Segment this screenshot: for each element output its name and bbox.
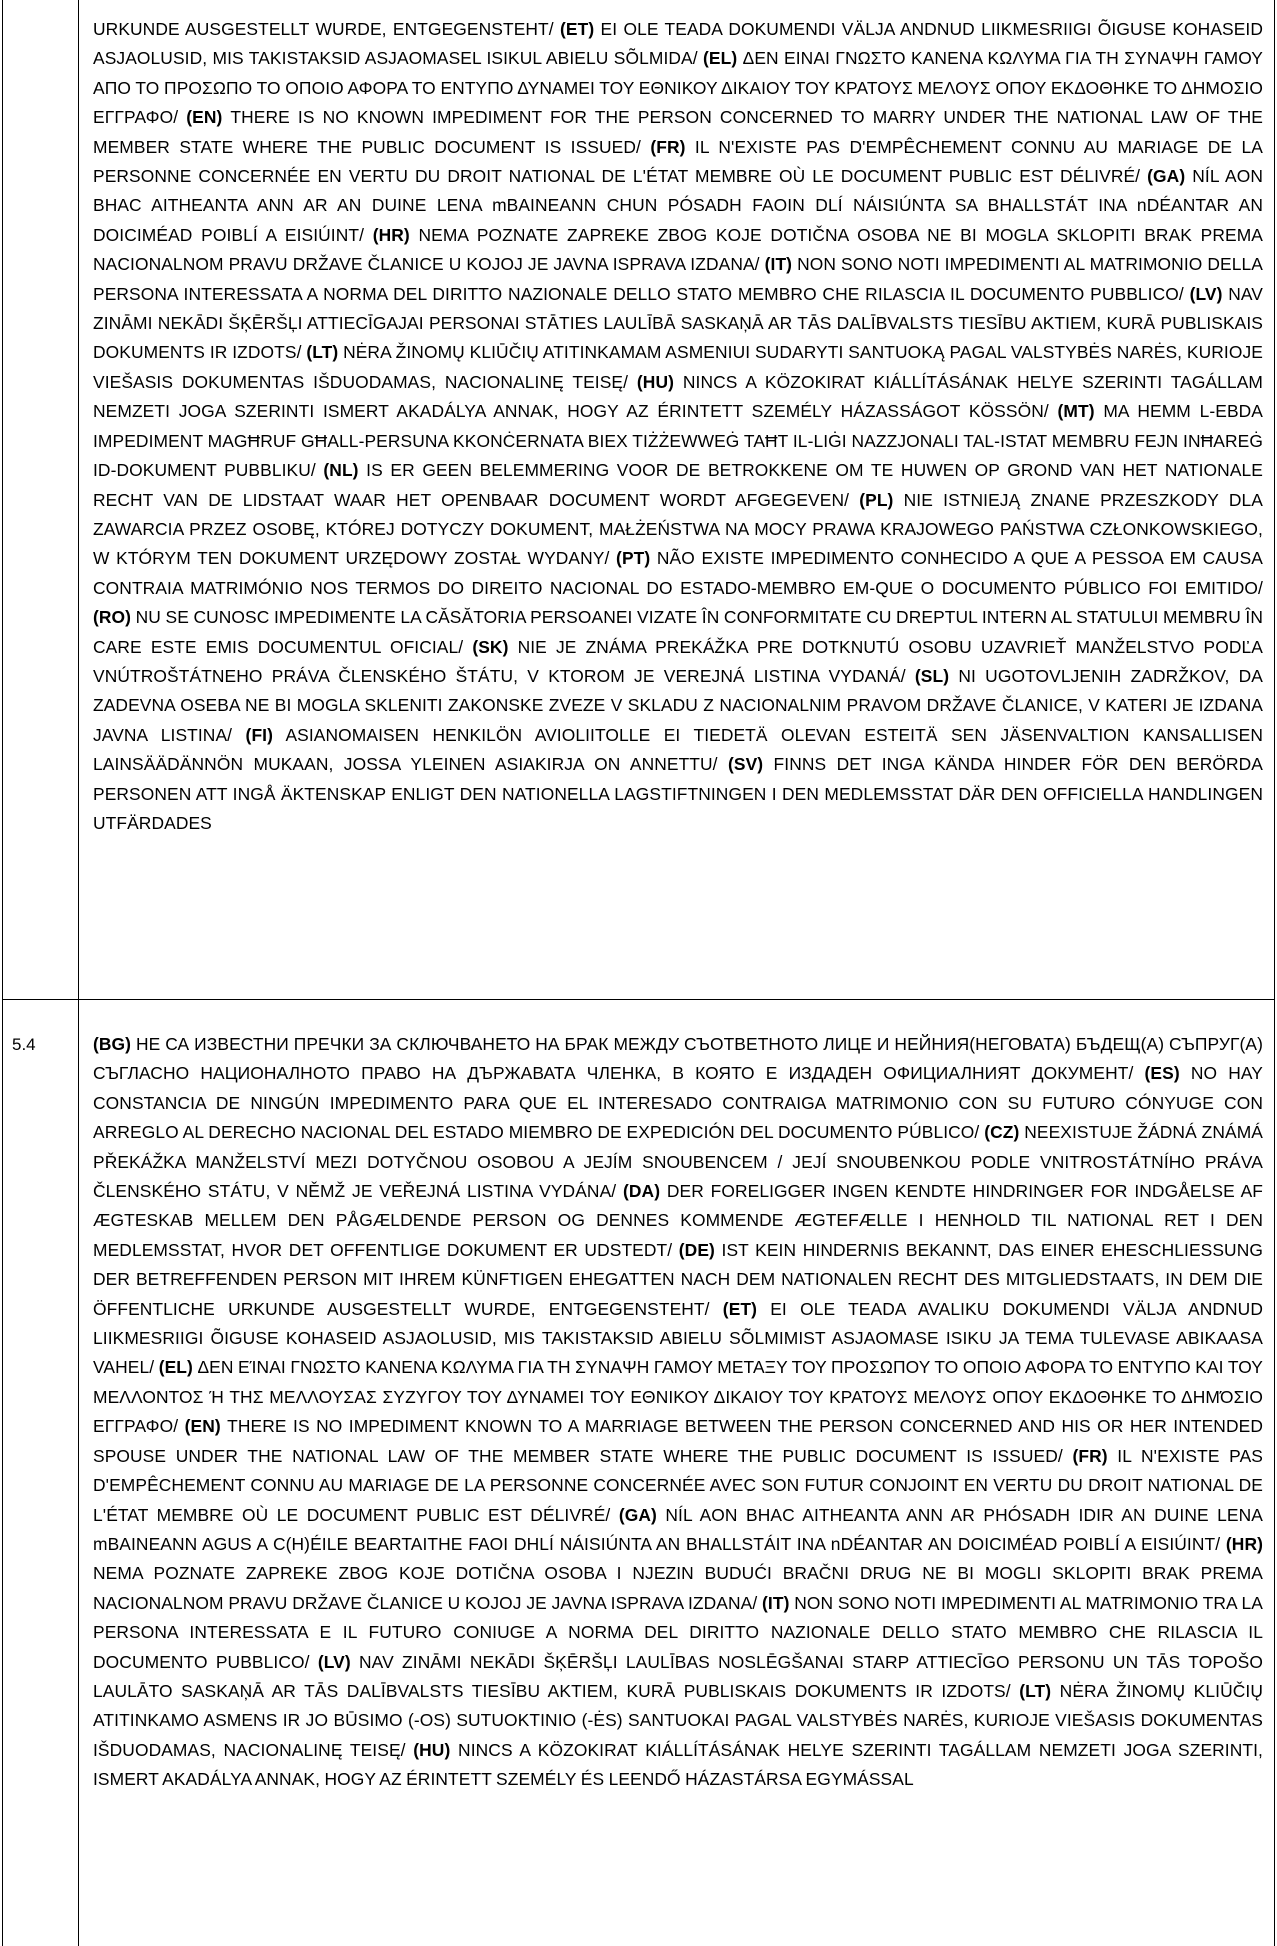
number-cell: [3, 1000, 79, 1946]
clause-text: NO HAY CONSTANCIA DE NINGÚN IMPEDIMENTO PARA QUE EL INTERESADO CONTRAIGA MATRIMONIO CON SU FUTURO CÓNYUGE CON ARREGLO AL DERECHO NACIONAL DEL ESTADO MIEMBRO DE EXPEDICIÓN DEL DOCUMENTO PÚBLICO/: [93, 1063, 1263, 1143]
clause-text: NÍL AON BHAC AITHEANTA ANN AR AN DUINE LENA mBAINEANN CHUN PÓSADH FAOIN DLÍ NÁISIÚNTA SA BHALLSTÁT INA nDÉANTAR AN DOICIMÉAD POIBLÍ A EISIÚINT/: [93, 166, 1263, 245]
row-number: 5.4: [12, 1035, 36, 1054]
language-code: (HR): [1225, 1533, 1263, 1554]
language-code: (EL): [158, 1357, 193, 1378]
language-code: (SV): [728, 754, 764, 775]
language-code: (EL): [703, 48, 738, 69]
language-code: (ET): [722, 1298, 758, 1319]
language-code: (NL): [323, 460, 359, 481]
language-code: (IT): [764, 254, 793, 275]
language-code: (FI): [245, 724, 273, 745]
clause-text: URKUNDE AUSGESTELLT WURDE, ENTGEGENSTEHT/: [93, 19, 561, 39]
clause-text: NAV ZINĀMI NEKĀDI ŠĶĒRŠĻI LAULĪBAS NOSLĒGŠANAI STARP ATTIECĪGO PERSONU UN TĀS TOPOŠO LAULĀTO SASKAŅĀ AR TĀS DALĪBVALSTS TIESĪBU AKTIEM, KURĀ PUBLISKAIS DOKUMENTS IR IZDOTS/: [93, 1651, 1263, 1701]
language-code: (SL): [914, 665, 950, 686]
language-code: (DE): [678, 1239, 715, 1260]
clause-text: NÃO EXISTE IMPEDIMENTO CONHECIDO A QUE A PESSOA EM CAUSA CONTRAIA MATRIMÓNIO NOS TERMOS DO DIREITO NACIONAL DO ESTADO-MEMBRO EM-QUE O DOCUMENTO PÚBLICO FOI EMITIDO/: [93, 548, 1263, 598]
clause-text: NÍL AON BHAC AITHEANTA ANN AR PHÓSADH IDIR AN DUINE LENA mBAINEANN AGUS A C(H)ÉILE BEARTAITHE FAOI DHLÍ NÁISIÚNTA AN BHALLSTÁIT INA nDÉANTAR AN DOICIMÉAD POIBLÍ A EISIÚINT/: [93, 1504, 1263, 1554]
language-code: (HU): [413, 1739, 451, 1760]
clause-text: NEMA POZNATE ZAPREKE ZBOG KOJE DOTIČNA OSOBA NE BI MOGLA SKLOPITI BRAK PREMA NACIONALNOM PRAVU DRŽAVE ČLANICE U KOJOJ JE JAVNA ISPRAVA IZDANA/: [93, 224, 1263, 275]
document-table: [2, 0, 1275, 1946]
number-cell: [3, 0, 79, 999]
language-code: (FR): [650, 136, 686, 157]
multilingual-paragraph: [93, 1030, 1263, 1795]
clause-text: THERE IS NO IMPEDIMENT KNOWN TO A MARRIAGE BETWEEN THE PERSON CONCERNED AND HIS OR HER INTENDED SPOUSE UNDER THE NATIONAL LAW OF THE MEMBER STATE WHERE THE PUBLIC DOCUMENT IS ISSUED/: [93, 1416, 1263, 1466]
language-code: (EN): [184, 1416, 221, 1437]
clause-text: NIE JE ZNÁMA PREKÁŽKA PRE DOTKNUTÚ OSOBU UZAVRIEŤ MANŽELSTVO PODĽA VNÚTROŠTÁTNEHO PRÁVA ČLENSKÉHO ŠTÁTU, V KTOROM JE VEREJNÁ LISTINA VYDANÁ/: [93, 636, 1263, 686]
clause-text: THERE IS NO KNOWN IMPEDIMENT FOR THE PERSON CONCERNED TO MARRY UNDER THE NATIONAL LAW OF THE MEMBER STATE WHERE THE PUBLIC DOCUMENT IS ISSUED/: [93, 107, 1263, 157]
language-code: (LV): [317, 1651, 351, 1672]
language-code: (ES): [1144, 1063, 1180, 1084]
table-row: [3, 1000, 1274, 1946]
language-code: (LT): [1019, 1680, 1052, 1701]
clause-text: IS ER GEEN BELEMMERING VOOR DE BETROKKENE OM TE HUWEN OP GROND VAN HET NATIONALE RECHT VAN DE LIDSTAAT WAAR HET OPENBAAR DOCUMENT WORDT AFGEGEVEN/: [93, 460, 1263, 510]
clause-text: IST KEIN HINDERNIS BEKANNT, DAS EINER EHESCHLIESSUNG DER BETREFFENDEN PERSON MIT IHREM KÜNFTIGEN EHEGATTEN NACH DEM NATIONALEN RECHT DES MITGLIEDSTAATS, IN DEM DIE ÖFFENTLICHE URKUNDE AUSGESTELLT WURDE, ENTGEGENSTEHT/: [93, 1239, 1263, 1319]
clause-text: ASIANOMAISEN HENKILÖN AVIOLIITOLLE EI TIEDETÄ OLEVAN ESTEITÄ SEN JÄSENVALTION KANSALLISEN LAINSÄÄDÄNNÖN MUKAAN, JOSSA YLEINEN ASIAKIRJA ON ANNETTU/: [93, 724, 1263, 775]
clause-text: EI OLE TEADA DOKUMENDI VÄLJA ANDNUD LIIKMESRIIGI ÕIGUSE KOHASEID ASJAOLUSID, MIS TAKISTAKSID ASJAOMASEL ISIKUL ABIELU SÕLMIDA/: [93, 19, 1263, 69]
language-code: (PT): [616, 548, 651, 569]
table-row: [3, 0, 1274, 1000]
language-code: (GA): [618, 1504, 657, 1525]
language-code: (CZ): [984, 1122, 1020, 1143]
language-code: (PL): [859, 489, 894, 510]
text-cell: [93, 1030, 1263, 1946]
language-code: (HU): [636, 371, 675, 392]
language-code: (BG): [93, 1034, 132, 1054]
clause-text: NINCS A KÖZOKIRAT KIÁLLÍTÁSÁNAK HELYE SZERINTI TAGÁLLAM NEMZETI JOGA SZERINTI ISMERT AKADÁLYA ANNAK, HOGY AZ ÉRINTETT SZEMÉLY HÁZASSÁGOT KÖSSÖN/: [93, 371, 1263, 422]
clause-text: MA HEMM L-EBDA IMPEDIMENT MAGĦRUF GĦALL-PERSUNA KKONĊERNATA BIEX TIŻŻEWWEĠ TAĦT IL-LIĠI NAZZJONALI TAL-ISTAT MEMBRU FEJN INĦAREĠ ID-DOKUMENT PUBBLIKU/: [93, 401, 1263, 481]
clause-text: NAV ZINĀMI NEKĀDI ŠĶĒRŠĻI ATTIECĪGAJAI PERSONAI STĀTIES LAULĪBĀ SASKAŅĀ AR TĀS DALĪBVALSTS TIESĪBU AKTIEM, KURĀ PUBLISKAIS DOKUMENTS IR IZDOTS/: [93, 283, 1263, 363]
multilingual-paragraph: [93, 15, 1263, 838]
language-code: (LV): [1189, 283, 1223, 304]
language-code: (DA): [622, 1181, 661, 1202]
language-code: (FR): [1072, 1445, 1108, 1466]
clause-text: NEEXISTUJE ŽÁDNÁ ZNÁMÁ PŘEKÁŽKA MANŽELSTVÍ MEZI DOTYČNOU OSOBOU A JEJÍM SNOUBENCEM / JEJÍ SNOUBENKOU PODLE VNITROSTÁTNÍHO PRÁVA ČLENSKÉHO STÁTU, V NĚMŽ JE VEŘEJNÁ LISTINA VYDÁNA/: [93, 1122, 1263, 1202]
clause-text: NEMA POZNATE ZAPREKE ZBOG KOJE DOTIČNA OSOBA I NJEZIN BUDUĆI BRAČNI DRUG NE BI MOGLI SKLOPITI BRAK PREMA NACIONALNOM PRAVU DRŽAVE ČLANICE U KOJOJ JE JAVNA ISPRAVA IZDANA/: [93, 1563, 1263, 1613]
clause-text: EI OLE TEADA AVALIKU DOKUMENDI VÄLJA ANDNUD LIIKMESRIIGI ÕIGUSE KOHASEID ASJAOLUSID, MIS TAKISTAKSID ABIELU SÕLMIMIST ASJAOMASE ISIKU JA TEMA TULEVASE ABIKAASA VAHEL/: [93, 1298, 1263, 1378]
clause-text: ΔΕΝ ΕΙΝΑΙ ΓΝΩΣΤΟ ΚΑΝΕΝΑ ΚΩΛΥΜΑ ΓΙΑ ΤΗ ΣΥΝΑΨΗ ΓΑΜΟΥ ΑΠΟ ΤΟ ΠΡΟΣΩΠΟ ΤΟ ΟΠΟΙΟ ΑΦΟΡΑ ΤΟ ΕΝΤΥΠΟ ΔΥΝΑΜΕΙ ΤΟΥ ΕΘΝΙΚΟΥ ΔΙΚΑΙΟΥ ΤΟΥ ΚΡΑΤΟΥΣ ΜΕΛΟΥΣ ΟΠΟΥ ΕΚΔΟΘΗΚΕ ΤΟ ΔΗΜΟΣΙΟ ΕΓΓΡΑΦΟ/: [93, 48, 1263, 128]
clause-text: DER FORELIGGER INGEN KENDTE HINDRINGER FOR INDGÅELSE AF ÆGTESKAB MELLEM DEN PÅGÆLDENDE PERSON OG DENNES KOMMENDE ÆGTEFÆLLE I HENHOLD TIL NATIONAL RET I DEN MEDLEMSSTAT, HVOR DET OFFENTLIGE DOKUMENT ER UDSTEDT/: [93, 1181, 1263, 1260]
language-code: (EN): [186, 107, 223, 128]
language-code: (IT): [762, 1592, 790, 1613]
language-code: (MT): [1057, 401, 1095, 422]
clause-text: NON SONO NOTI IMPEDIMENTI AL MATRIMONIO TRA LA PERSONA INTERESSATA E IL FUTURO CONIUGE A NORMA DEL DIRITTO NAZIONALE DELLO STATO MEMBRO CHE RILASCIA IL DOCUMENTO PUBBLICO/: [93, 1592, 1263, 1672]
language-code: (LT): [306, 342, 339, 363]
language-code: (RO): [93, 607, 132, 628]
clause-text: NU SE CUNOSC IMPEDIMENTE LA CĂSĂTORIA PERSOANEI VIZATE ÎN CONFORMITATE CU DREPTUL INTERN AL STATULUI MEMBRU ÎN CARE ESTE EMIS DOCUMENTUL OFICIAL/: [93, 607, 1263, 657]
clause-text: IL N'EXISTE PAS D'EMPÊCHEMENT CONNU AU MARIAGE DE LA PERSONNE CONCERNÉE EN VERTU DU DROIT NATIONAL DE L'ÉTAT MEMBRE OÙ LE DOCUMENT PUBLIC EST DÉLIVRÉ/: [93, 136, 1263, 187]
clause-text: NON SONO NOTI IMPEDIMENTI AL MATRIMONIO DELLA PERSONA INTERESSATA A NORMA DEL DIRITTO NAZIONALE DELLO STATO MEMBRO CHE RILASCIA IL DOCUMENTO PUBBLICO/: [93, 254, 1263, 304]
language-code: (HR): [372, 224, 410, 245]
language-code: (SK): [472, 636, 509, 657]
clause-text: ΔΕΝ ΕΊΝΑΙ ΓΝΩΣΤΟ ΚΑΝΕΝΑ ΚΩΛΥΜΑ ΓΙΑ ΤΗ ΣΥΝΑΨΗ ΓΑΜΟΥ ΜΕΤΑΞΥ ΤΟΥ ΠΡΟΣΩΠΟΥ ΤΟ ΟΠΟΙΟ ΑΦΟΡΑ ΤΟ ΕΝΤΥΠΟ ΚΑΙ ΤΟΥ ΜΕΛΛΟΝΤΟΣ Ή ΤΗΣ ΜΕΛΛΟΥΣΑΣ ΣΥΖΥΓΟΥ ΤΟΥ ΔΥΝΑΜΕΙ ΤΟΥ ΕΘΝΙΚΟΥ ΔΙΚΑΙΟΥ ΤΟΥ ΚΡΑΤΟΥΣ ΜΕΛΟΥΣ ΟΠΟΥ ΕΚΔΟΘΗΚΕ ΤΟ ΔΗΜΌΣΙΟ ΕΓΓΡΑΦΟ/: [93, 1357, 1263, 1437]
clause-text: NĖRA ŽINOMŲ KLIŪČIŲ ATITINKAMAM ASMENIUI SUDARYTI SANTUOKĄ PAGAL VALSTYBĖS NARĖS, KURIOJE VIEŠASIS DOKUMENTAS IŠDUODAMAS, NACIONALINĘ TEISĘ/: [93, 342, 1263, 392]
language-code: (GA): [1147, 166, 1186, 187]
clause-text: NĖRA ŽINOMŲ KLIŪČIŲ ATITINKAMO ASMENS IR JO BŪSIMO (-OS) SUTUOKTINIO (-ĖS) SANTUOKAI PAGAL VALSTYBĖS NARĖS, KURIOJE VIEŠASIS DOKUMENTAS IŠDUODAMAS, NACIONALINĘ TEISĘ/: [93, 1680, 1263, 1760]
clause-text: НЕ СА ИЗВЕСТНИ ПРЕЧКИ ЗА СКЛЮЧВАНЕТО НА БРАК МЕЖДУ СЪОТВЕТНОТО ЛИЦЕ И НЕЙНИЯ(НЕГОВАТА) БЪДЕЩ(А) СЪПРУГ(А) СЪГЛАСНО НАЦИОНАЛНОТО ПРАВО НА ДЪРЖАВАТА ЧЛЕНКА, В КОЯТО Е ИЗДАДЕН ОФИЦИАЛНИЯТ ДОКУМЕНТ/: [93, 1034, 1263, 1084]
clause-text: NIE ISTNIEJĄ ZNANE PRZESZKODY DLA ZAWARCIA PRZEZ OSOBĘ, KTÓREJ DOTYCZY DOKUMENT, MAŁŻEŃSTWA NA MOCY PRAWA KRAJOWEGO PAŃSTWA CZŁONKOWSKIEGO, W KTÓRYM TEN DOKUMENT URZĘDOWY ZOSTAŁ WYDANY/: [93, 489, 1263, 569]
clause-text: IL N'EXISTE PAS D'EMPÊCHEMENT CONNU AU MARIAGE DE LA PERSONNE CONCERNÉE AVEC SON FUTUR CONJOINT EN VERTU DU DROIT NATIONAL DE L'ÉTAT MEMBRE OÙ LE DOCUMENT PUBLIC EST DÉLIVRÉ/: [93, 1445, 1263, 1525]
clause-text: FINNS DET INGA KÄNDA HINDER FÖR DEN BERÖRDA PERSONEN ATT INGÅ ÄKTENSKAP ENLIGT DEN NATIONELLA LAGSTIFTNINGEN I DEN MEDLEMSSTAT DÄR DEN OFFICIELLA HANDLINGEN UTFÄRDADES: [93, 754, 1263, 833]
clause-text: NI UGOTOVLJENIH ZADRŽKOV, DA ZADEVNA OSEBA NE BI MOGLA SKLENITI ZAKONSKE ZVEZE V SKLADU Z NACIONALNIM PRAVOM DRŽAVE ČLANICE, V KATERI JE IZDANA JAVNA LISTINA/: [93, 665, 1263, 745]
text-cell: [93, 15, 1263, 999]
clause-text: NINCS A KÖZOKIRAT KIÁLLÍTÁSÁNAK HELYE SZERINTI TAGÁLLAM NEMZETI JOGA SZERINTI, ISMERT AKADÁLYA ANNAK, HOGY AZ ÉRINTETT SZEMÉLY ÉS LEENDŐ HÁZASTÁRSA EGYMÁSSAL: [93, 1739, 1263, 1790]
language-code: (ET): [560, 19, 595, 39]
